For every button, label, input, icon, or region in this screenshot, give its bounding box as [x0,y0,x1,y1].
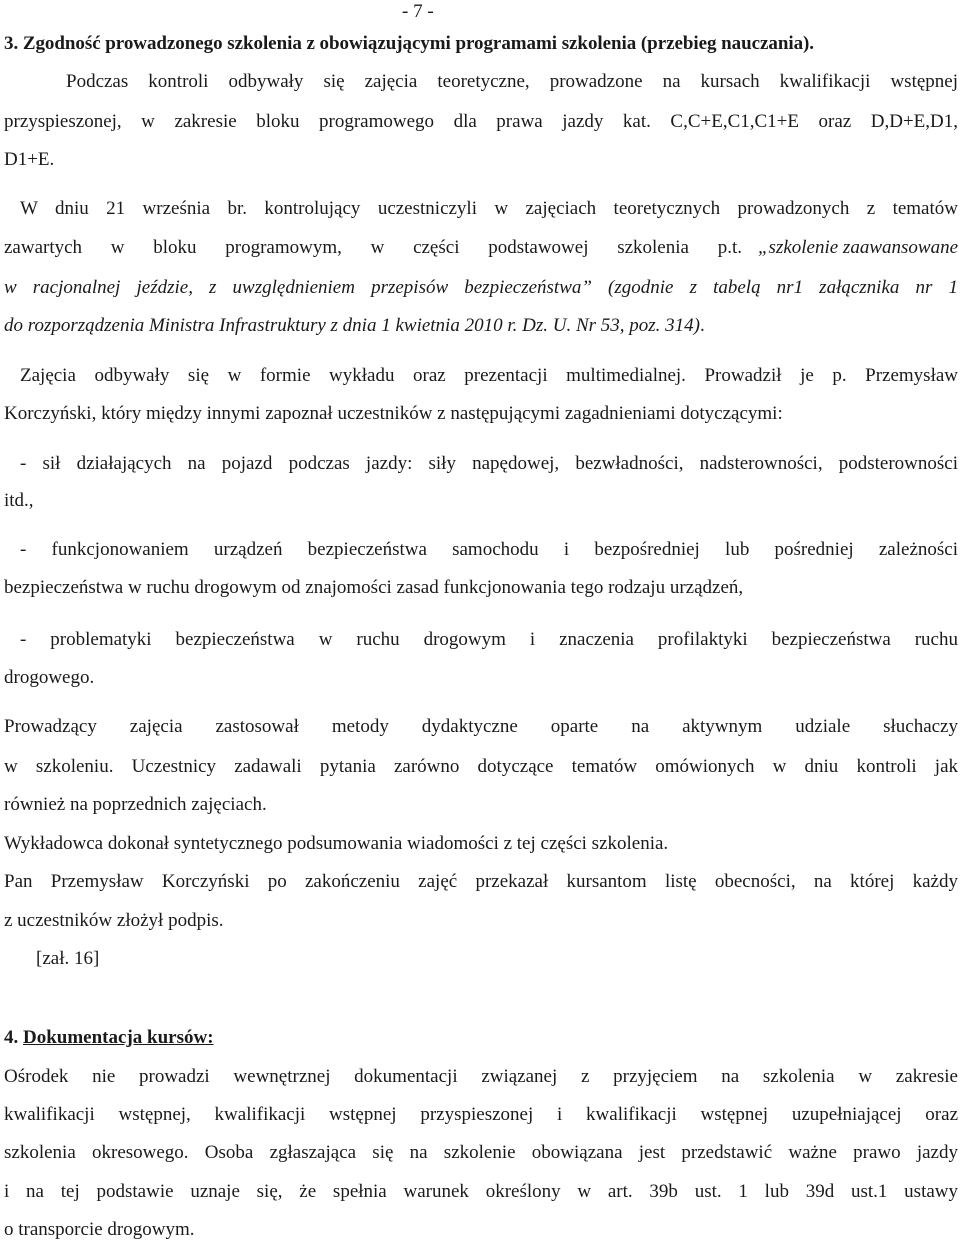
list-item: - problematyki bezpieczeństwa w ruchu drogowym i znaczenia profilaktyki bezpieczeństwa ruchu [20,629,958,650]
text-line: w szkoleniu. Uczestnicy zadawali pytania zarówno dotyczące tematów omówionych w dniu kontroli jak [4,756,958,777]
text-line: z uczestników złożył podpis. [4,910,224,931]
text-line: Prowadzący zajęcia zastosował metody dydaktyczne oparte na aktywnym udziale słuchaczy [4,716,958,737]
text-span: zawartych w bloku programowym, w części podstawowej szkolenia p.t. [4,237,742,258]
section-3-heading: 3. Zgodność prowadzonego szkolenia z obowiązującymi programami szkolenia (przebieg nauczania). [4,33,815,54]
text-line: Ośrodek nie prowadzi wewnętrznej dokumentacji związanej z przyjęciem na szkolenia w zakresie [4,1066,958,1087]
text-line: D1+E. [4,149,55,170]
text-line: szkolenia okresowego. Osoba zgłaszająca się na szkolenie obowiązana jest przedstawić ważne prawo jazdy [4,1142,958,1163]
text-line: bezpieczeństwa w ruchu drogowym od znajomości zasad funkcjonowania tego rodzaju urządzeń, [4,577,744,598]
text-line [4,238,958,257]
text-line: kwalifikacji wstępnej, kwalifikacji wstępnej przyspieszonej i kwalifikacji wstępnej uzupełniającej oraz [4,1104,958,1125]
text-line: o transporcie drogowym. [4,1219,195,1240]
section-4-number: 4. [4,1027,19,1048]
attachment-ref: [zał. 16] [36,948,100,969]
list-item: - funkcjonowaniem urządzeń bezpieczeństwa samochodu i bezpośredniej lub pośredniej zależności [20,539,958,560]
text-span: . [700,315,705,336]
text-line: przyspieszonej, w zakresie bloku programowego dla prawa jazdy kat. C,C+E,C1,C1+E oraz D,D+E,D1, [4,111,958,132]
text-line: Wykładowca dokonał syntetycznego podsumowania wiadomości z tej części szkolenia. [4,833,669,854]
text-line: również na poprzednich zajęciach. [4,794,267,815]
text-line: Korczyński, który między innymi zapoznał uczestników z następującymi zagadnieniami dotyczącymi: [4,403,783,424]
text-line: drogowego. [4,667,95,688]
text-line [4,316,705,335]
section-4-heading [4,1028,214,1047]
text-line: Zajęcia odbywały się w formie wykładu oraz prezentacji multimedialnej. Prowadził je p. Przemysław [20,365,958,386]
text-line: itd., [4,490,34,511]
text-line: W dniu 21 września br. kontrolujący uczestniczyli w zajęciach teoretycznych prowadzonych z tematów [20,198,958,219]
text-line: Podczas kontroli odbywały się zajęcia teoretyczne, prowadzone na kursach kwalifikacji wstępnej [66,71,958,92]
list-item: - sił działających na pojazd podczas jazdy: siły napędowej, bezwładności, nadsterowności, podsterowności [20,453,958,474]
page-number: - 7 - [402,1,434,22]
text-line: Pan Przemysław Korczyński po zakończeniu zajęć przekazał kursantom listę obecności, na której każdy [4,871,958,892]
section-4-title: Dokumentacja kursów: [23,1027,214,1048]
text-span: „szkolenie zaawansowane [757,237,958,258]
text-line: i na tej podstawie uznaje się, że spełnia warunek określony w art. 39b ust. 1 lub 39d ust.1 ustawy [4,1181,958,1202]
text-line: w racjonalnej jeździe, z uwzględnieniem przepisów bezpieczeństwa” (zgodnie z tabelą nr1 załącznika nr 1 [4,277,958,298]
text-span: do rozporządzenia Ministra Infrastruktury z dnia 1 kwietnia 2010 r. Dz. U. Nr 53, poz. 314) [4,315,700,336]
